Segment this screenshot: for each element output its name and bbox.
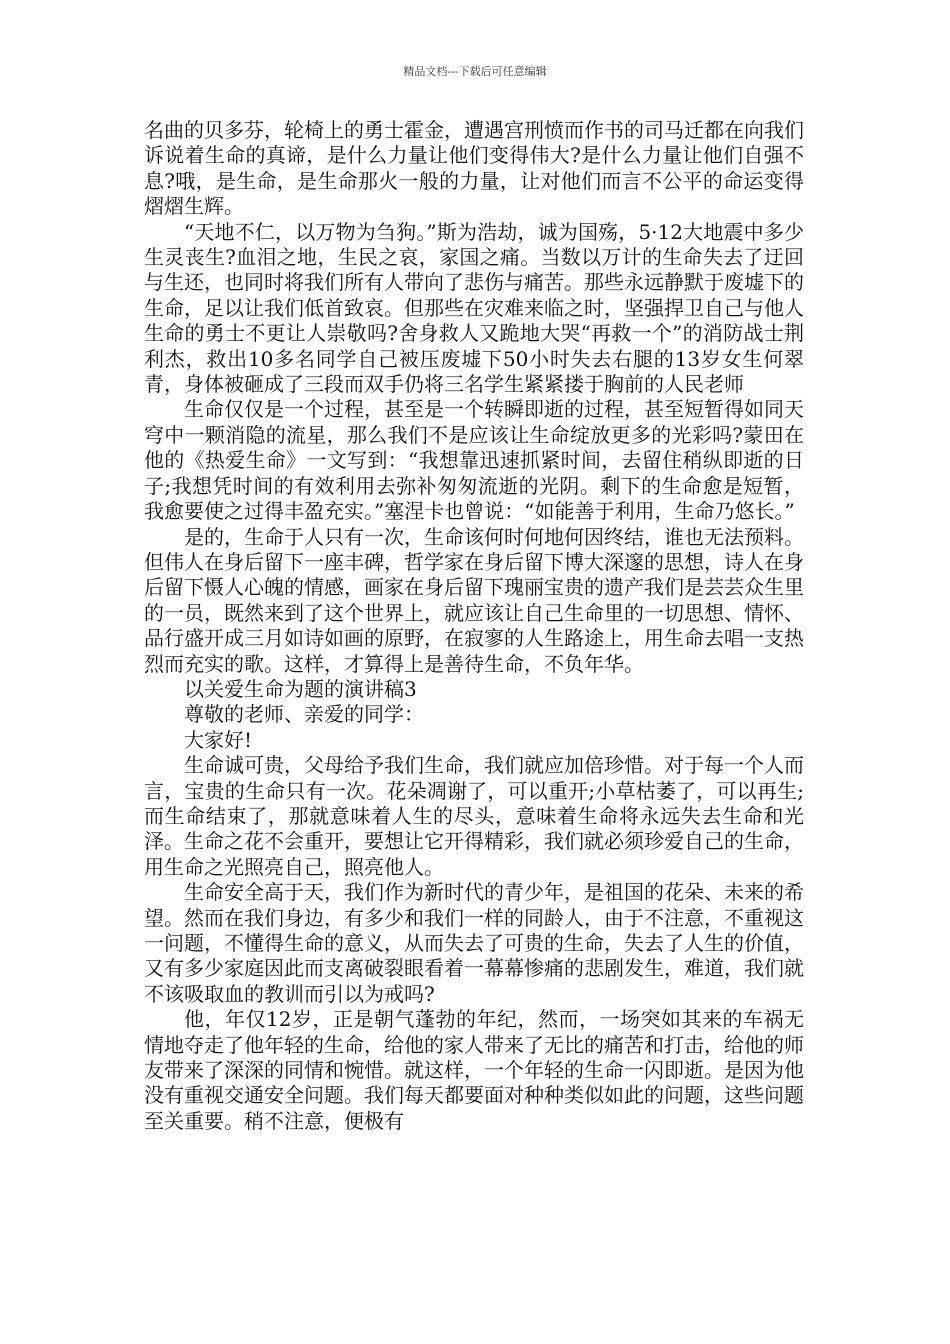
- salutation: 尊敬的老师、亲爱的同学：: [184, 702, 424, 727]
- paragraph: “天地不仁，以万物为刍狗。”斯为浩劫，诚为国殇，5·12大地震中多少生灵丧生?血泪之地，生民之哀，家国之痛。当数以万计的生命失去了迂回与生还，也同时将我们所有人带向了悲伤与痛苦。那些永远静默于废墟下的生命，足以让我们低首致哀。但那些在灾难来临之时，坚强捍卫自己与他人生命的勇士不更让人崇敬吗?舍身救人又跪地大哭“再救一个”的消防战士荆利杰，救出10多名同学自己被压废墟下50小时失去右腿的13岁女生何翠青，身体被砸成了三段而双手仍将三名学生紧紧搂于胸前的人民老师: [144, 219, 804, 397]
- greeting: 大家好!: [184, 727, 253, 752]
- section-title: 以关爱生命为题的演讲稿3: [184, 676, 417, 701]
- page-header: 精品文档---下载后可任意编辑: [403, 65, 547, 78]
- paragraph: 生命诚可贵，父母给予我们生命，我们就应加倍珍惜。对于每一个人而言，宝贵的生命只有一次。花朵凋谢了，可以重开;小草枯萎了，可以再生;而生命结束了，那就意味着人生的尽头，意味着生命将永远失去生命和光泽。生命之花不会重开，要想让它开得精彩，我们就必须珍爱自己的生命，用生命之光照亮自己，照亮他人。: [144, 753, 804, 879]
- paragraph: 名曲的贝多芬，轮椅上的勇士霍金，遭遇宫刑愤而作书的司马迁都在向我们诉说着生命的真谛，是什么力量让他们变得伟大?是什么力量让他们自强不息?哦，是生命，是生命那火一般的力量，让对他们而言不公平的命运变得熠熠生辉。: [144, 118, 804, 219]
- paragraph: 生命安全高于天，我们作为新时代的青少年，是祖国的花朵、未来的希望。然而在我们身边，有多少和我们一样的同龄人，由于不注意，不重视这一问题，不懂得生命的意义，从而失去了可贵的生命，失去了人生的价值，又有多少家庭因此而支离破裂眼看着一幕幕惨痛的悲剧发生，难道，我们就不该吸取血的教训而引以为戒吗?: [144, 880, 804, 1006]
- paragraph: 是的，生命于人只有一次，生命该何时何地何因终结，谁也无法预料。但伟人在身后留下一座丰碑，哲学家在身后留下博大深邃的思想，诗人在身后留下慑人心魄的情感，画家在身后留下瑰丽宝贵的遗产我们是芸芸众生里的一员，既然来到了这个世界上，就应该让自己生命里的一切思想、情怀、品行盛开成三月如诗如画的原野，在寂寥的人生路途上，用生命去唱一支热烈而充实的歌。这样，才算得上是善待生命，不负年华。: [144, 524, 804, 676]
- paragraph: 他，年仅12岁，正是朝气蓬勃的年纪，然而，一场突如其来的车祸无情地夺走了他年轻的生命，给他的家人带来了无比的痛苦和打击，给他的师友带来了深深的同情和惋惜。就这样，一个年轻的生命一闪即逝。是因为他没有重视交通安全问题。我们每天都要面对种种类似如此的问题，这些问题至关重要。稍不注意，便极有: [144, 1007, 804, 1133]
- paragraph: 生命仅仅是一个过程，甚至是一个转瞬即逝的过程，甚至短暂得如同天穹中一颗消隐的流星，那么我们不是应该让生命绽放更多的光彩吗?蒙田在他的《热爱生命》一文写到：“我想靠迅速抓紧时间，去留住稍纵即逝的日子;我想凭时间的有效利用去弥补匆匆流逝的光阴。剩下的生命愈是短暂，我愈要使之过得丰盈充实。”塞涅卡也曾说：“如能善于利用，生命乃悠长。”: [144, 397, 804, 524]
- document-body: [144, 118, 804, 1134]
